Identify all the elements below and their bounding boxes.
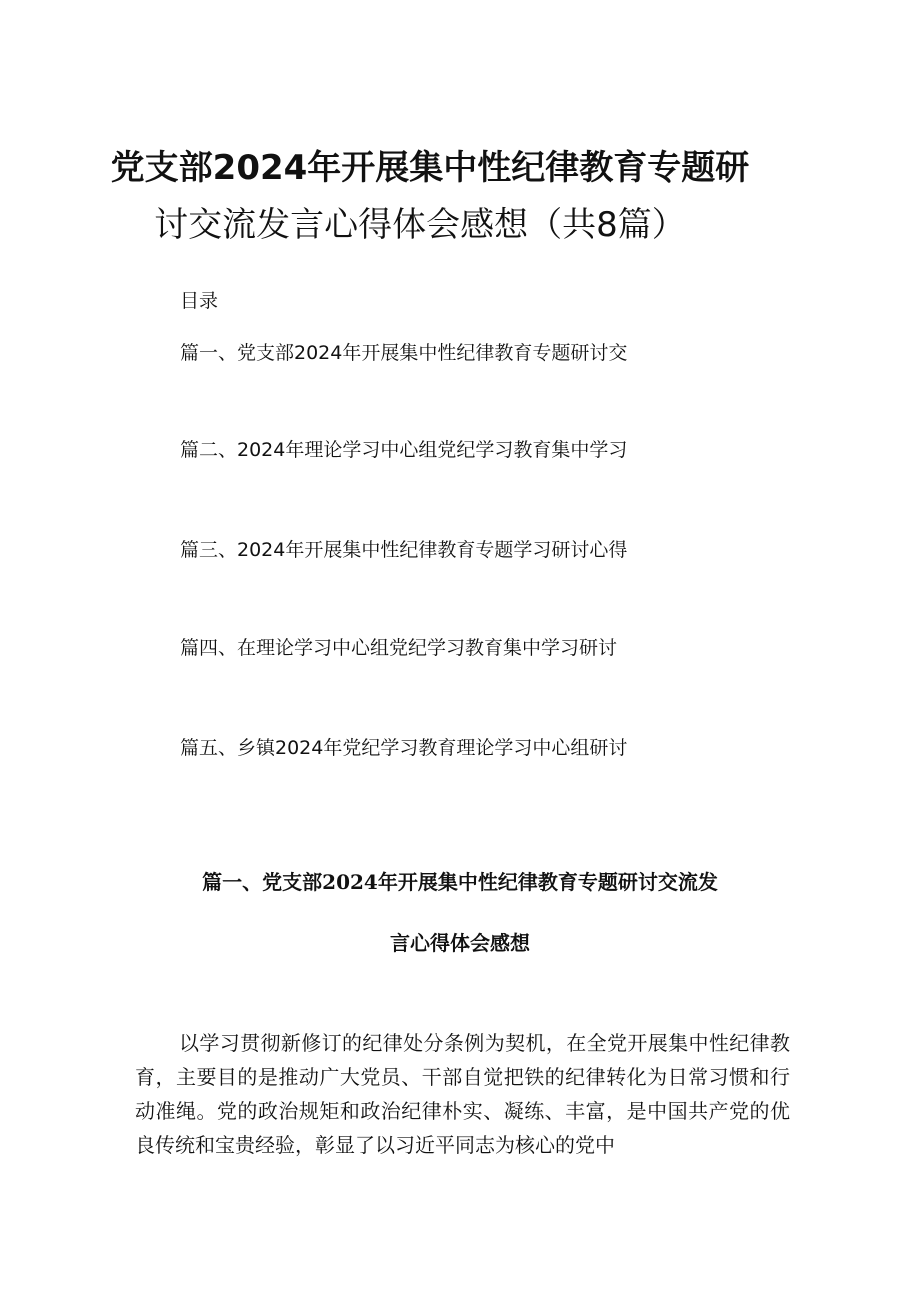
toc-item-1[interactable]: 篇一、党支部2024年开展集中性纪律教育专题研讨交 xyxy=(180,342,628,364)
section-1-title-line-1: 篇一、党支部2024年开展集中性纪律教育专题研讨交流发 xyxy=(202,870,718,894)
toc-item-3[interactable]: 篇三、2024年开展集中性纪律教育专题学习研讨心得 xyxy=(180,539,628,561)
document-title-line-1: 党支部2024年开展集中性纪律教育专题研 xyxy=(110,148,750,188)
document-title-line-2: 讨交流发言心得体会感想（共8篇） xyxy=(154,205,686,245)
toc-heading: 目录 xyxy=(180,290,219,312)
toc-item-5[interactable]: 篇五、乡镇2024年党纪学习教育理论学习中心组研讨 xyxy=(180,737,628,759)
toc-item-4[interactable]: 篇四、在理论学习中心组党纪学习教育集中学习研讨 xyxy=(180,637,618,659)
toc-item-2[interactable]: 篇二、2024年理论学习中心组党纪学习教育集中学习 xyxy=(180,439,628,461)
section-1-title-line-2: 言心得体会感想 xyxy=(390,931,530,955)
section-1-paragraph: 以学习贯彻新修订的纪律处分条例为契机，在全党开展集中性纪律教育，主要目的是推动广大党员、干部自觉把铁的纪律转化为日常习惯和行动准绳。党的政治规矩和政治纪律朴实、凝练、丰富，是中国共产党的优良传统和宝贵经验，彰显了以习近平同志为核心的党中 xyxy=(135,1031,790,1157)
